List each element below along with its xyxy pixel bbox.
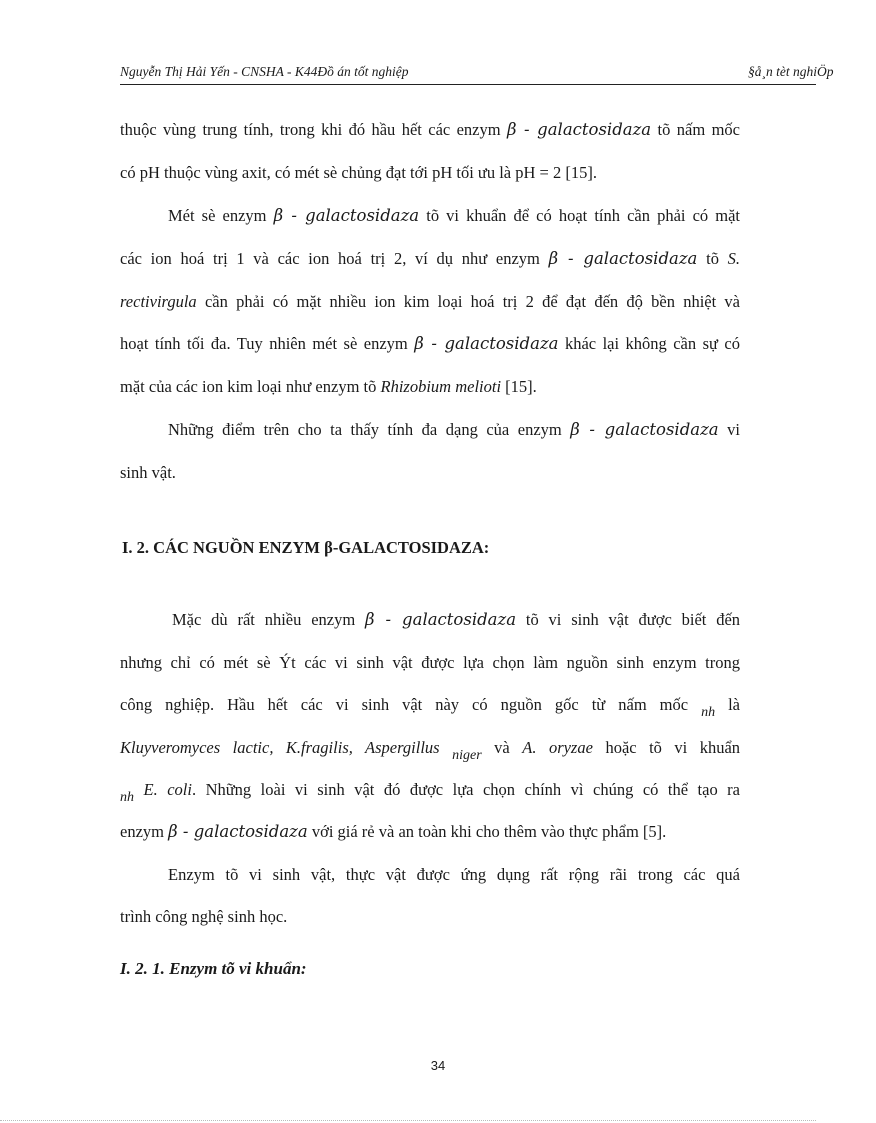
body-line: công nghiệp. Hầu hết các vi sinh vật này có nguồn gốc từ nấm mốc $_{nh}$ là (120, 695, 741, 720)
body-line: hoạt tính tối đa. Tuy nhiên mét sè enzym β - galactosidaza khác lại không cần sự có (120, 334, 740, 353)
body-line: Kluyveromyces lactic, K.fragilis, Aspergillus $_{niger}$ và A. oryzae hoặc tõ vi khuẩn (120, 738, 741, 763)
body-line: sinh vật. (120, 463, 176, 482)
body-line: Mét sè enzym β - galactosidaza tõ vi khuẩn để có hoạt tính cần phải có mặt (168, 206, 740, 225)
body-line: trình công nghệ sinh học. (120, 907, 288, 926)
body-line: nhưng chỉ có mét sè Ýt các vi sinh vật được lựa chọn làm nguồn sinh enzym trong (120, 653, 740, 672)
page-bottom-border (0, 1120, 816, 1121)
body-line: $_{nh}$ E. coli. Những loài vi sinh vật đó được lựa chọn chính vì chúng có thể tạo ra (120, 780, 741, 805)
body-line: Enzym tõ vi sinh vật, thực vật được ứng dụng rất rộng rãi trong các quá (168, 865, 740, 884)
body-line: enzym β - galactosidaza với giá rẻ và an toàn khi cho thêm vào thực phẩm [5]. (120, 822, 667, 841)
body-line: có pH thuộc vùng axit, có mét sè chủng đạt tới pH tối ưu là pH = 2 [15]. (120, 163, 597, 182)
body-line: các ion hoá trị 1 và các ion hoá trị 2, ví dụ như enzym β - galactosidaza tõ S. (120, 249, 741, 268)
body-line: thuộc vùng trung tính, trong khi đó hầu hết các enzym β - galactosidaza tõ nấm mốc (120, 120, 740, 139)
section-heading: I. 2. CÁC NGUỒN ENZYM β-GALACTOSIDAZA: (122, 538, 490, 557)
subsection-heading: I. 2. 1. Enzym tõ vi khuẩn: (120, 959, 307, 978)
body-line: Mặc dù rất nhiều enzym β - galactosidaza tõ vi sinh vật được biết đến (172, 610, 741, 629)
header-author: Nguyễn Thị Hải Yến - CNSHA - K44Đồ án tốt nghiệp (120, 64, 409, 79)
running-header (120, 58, 834, 85)
header-title-encoded: §å¸n tèt nghiÖp (748, 64, 834, 79)
body-line: rectivirgula cần phải có mặt nhiều ion kim loại hoá trị 2 để đạt đến độ bền nhiệt và (120, 292, 741, 311)
body-line: mặt của các ion kim loại như enzym tõ Rhizobium melioti [15]. (120, 377, 537, 396)
page-number: 34 (430, 1058, 446, 1073)
body-line: Những điểm trên cho ta thấy tính đa dạng của enzym β - galactosidaza vi (168, 420, 740, 439)
